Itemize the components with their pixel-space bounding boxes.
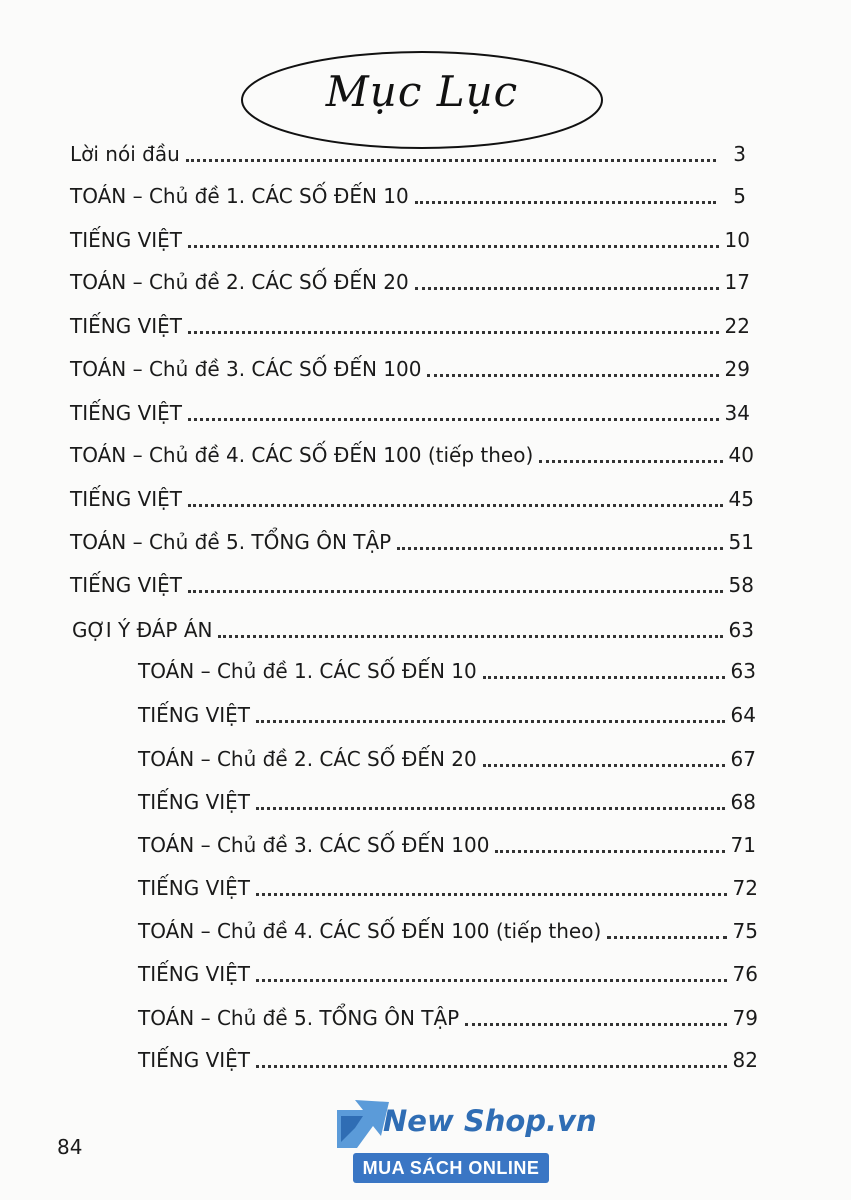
toc-label: TIẾNG VIỆT — [70, 401, 183, 425]
answer-row[interactable] — [138, 1004, 758, 1032]
toc-row[interactable] — [70, 399, 750, 427]
toc-label: TIẾNG VIỆT — [70, 573, 183, 597]
toc-row[interactable] — [70, 226, 750, 254]
answer-row[interactable] — [138, 874, 758, 902]
dot-leader — [256, 893, 727, 896]
answer-label: TOÁN – Chủ đề 3. CÁC SỐ ĐẾN 100 — [138, 833, 490, 857]
answer-label: TIẾNG VIỆT — [138, 703, 251, 727]
dot-leader — [483, 676, 725, 679]
answer-page: 76 — [732, 962, 758, 986]
toc-row[interactable] — [70, 268, 750, 296]
dot-leader — [256, 979, 727, 982]
toc-label: TIẾNG VIỆT — [70, 228, 183, 252]
answer-row[interactable] — [138, 701, 756, 729]
dot-leader — [397, 547, 722, 550]
answer-row[interactable] — [138, 917, 758, 945]
dot-leader — [188, 590, 723, 593]
toc-page: 34 — [724, 401, 750, 425]
dot-leader — [188, 504, 723, 507]
dot-leader — [415, 201, 716, 204]
answer-page: 63 — [730, 659, 756, 683]
toc-row[interactable] — [70, 485, 754, 513]
toc-label: Lời nói đầu — [70, 142, 180, 166]
answer-label: TOÁN – Chủ đề 4. CÁC SỐ ĐẾN 100 (tiếp theo) — [138, 919, 602, 943]
toc-page: 40 — [728, 443, 754, 467]
answer-label: TOÁN – Chủ đề 1. CÁC SỐ ĐẾN 10 — [138, 659, 477, 683]
shop-brand: New Shop.vn — [383, 1104, 597, 1138]
toc-label: TIẾNG VIỆT — [70, 487, 183, 511]
toc-label: TOÁN – Chủ đề 1. CÁC SỐ ĐẾN 10 — [70, 184, 409, 208]
answer-row[interactable] — [138, 1046, 758, 1074]
toc-row[interactable] — [70, 355, 750, 383]
toc-page: 3 — [733, 142, 746, 166]
toc-page: 17 — [724, 270, 750, 294]
dot-leader — [539, 460, 722, 463]
toc-row[interactable] — [70, 571, 754, 599]
dot-leader — [483, 764, 725, 767]
dot-leader — [607, 936, 726, 939]
answer-row[interactable] — [138, 960, 758, 988]
dot-leader — [188, 245, 719, 248]
toc-label: TOÁN – Chủ đề 2. CÁC SỐ ĐẾN 20 — [70, 270, 409, 294]
answer-label: TIẾNG VIỆT — [138, 1048, 251, 1072]
answer-row[interactable] — [138, 788, 756, 816]
shop-logo[interactable] — [333, 1096, 597, 1188]
toc-row[interactable] — [70, 182, 746, 210]
dot-leader — [188, 418, 719, 421]
answer-label: TOÁN – Chủ đề 5. TỔNG ÔN TẬP — [138, 1006, 460, 1030]
toc-row[interactable] — [70, 140, 746, 168]
dot-leader — [465, 1023, 726, 1026]
answer-label: TOÁN – Chủ đề 2. CÁC SỐ ĐẾN 20 — [138, 747, 477, 771]
dot-leader — [415, 287, 719, 290]
toc-row[interactable] — [70, 312, 750, 340]
dot-leader — [495, 850, 724, 853]
toc-page: 5 — [733, 184, 746, 208]
answer-page: 79 — [732, 1006, 758, 1030]
answer-label: TIẾNG VIỆT — [138, 790, 251, 814]
toc-page: 29 — [724, 357, 750, 381]
dot-leader — [186, 159, 716, 162]
answer-page: 82 — [732, 1048, 758, 1072]
answer-page: 68 — [730, 790, 756, 814]
dot-leader — [218, 635, 722, 638]
answer-label: TIẾNG VIỆT — [138, 962, 251, 986]
toc-row[interactable] — [70, 528, 754, 556]
toc-page: 58 — [728, 573, 754, 597]
answer-label: TIẾNG VIỆT — [138, 876, 251, 900]
answer-page: 72 — [732, 876, 758, 900]
toc-page: 22 — [724, 314, 750, 338]
toc-page: 51 — [728, 530, 754, 554]
toc-label: GỢI Ý ĐÁP ÁN — [72, 618, 213, 642]
dot-leader — [188, 331, 719, 334]
toc-label: TOÁN – Chủ đề 3. CÁC SỐ ĐẾN 100 — [70, 357, 422, 381]
page-number: 84 — [57, 1135, 83, 1159]
dot-leader — [256, 1065, 727, 1068]
answer-page: 67 — [730, 747, 756, 771]
answer-page: 75 — [732, 919, 758, 943]
toc-page: 63 — [728, 618, 754, 642]
page-title: Mục Lục — [325, 67, 519, 116]
shop-tagline: MUA SÁCH ONLINE — [353, 1153, 549, 1183]
answer-row[interactable] — [138, 657, 756, 685]
toc-row[interactable] — [70, 441, 754, 469]
answer-row[interactable] — [138, 831, 756, 859]
dot-leader — [256, 807, 725, 810]
dot-leader — [427, 374, 718, 377]
toc-page: 10 — [724, 228, 750, 252]
answer-row[interactable] — [138, 745, 756, 773]
dot-leader — [256, 720, 725, 723]
answer-page: 71 — [730, 833, 756, 857]
toc-label: TIẾNG VIỆT — [70, 314, 183, 338]
toc-row[interactable] — [72, 616, 754, 644]
toc-label: TOÁN – Chủ đề 4. CÁC SỐ ĐẾN 100 (tiếp theo) — [70, 443, 534, 467]
toc-page: 45 — [728, 487, 754, 511]
answer-page: 64 — [730, 703, 756, 727]
toc-label: TOÁN – Chủ đề 5. TỔNG ÔN TẬP — [70, 530, 392, 554]
